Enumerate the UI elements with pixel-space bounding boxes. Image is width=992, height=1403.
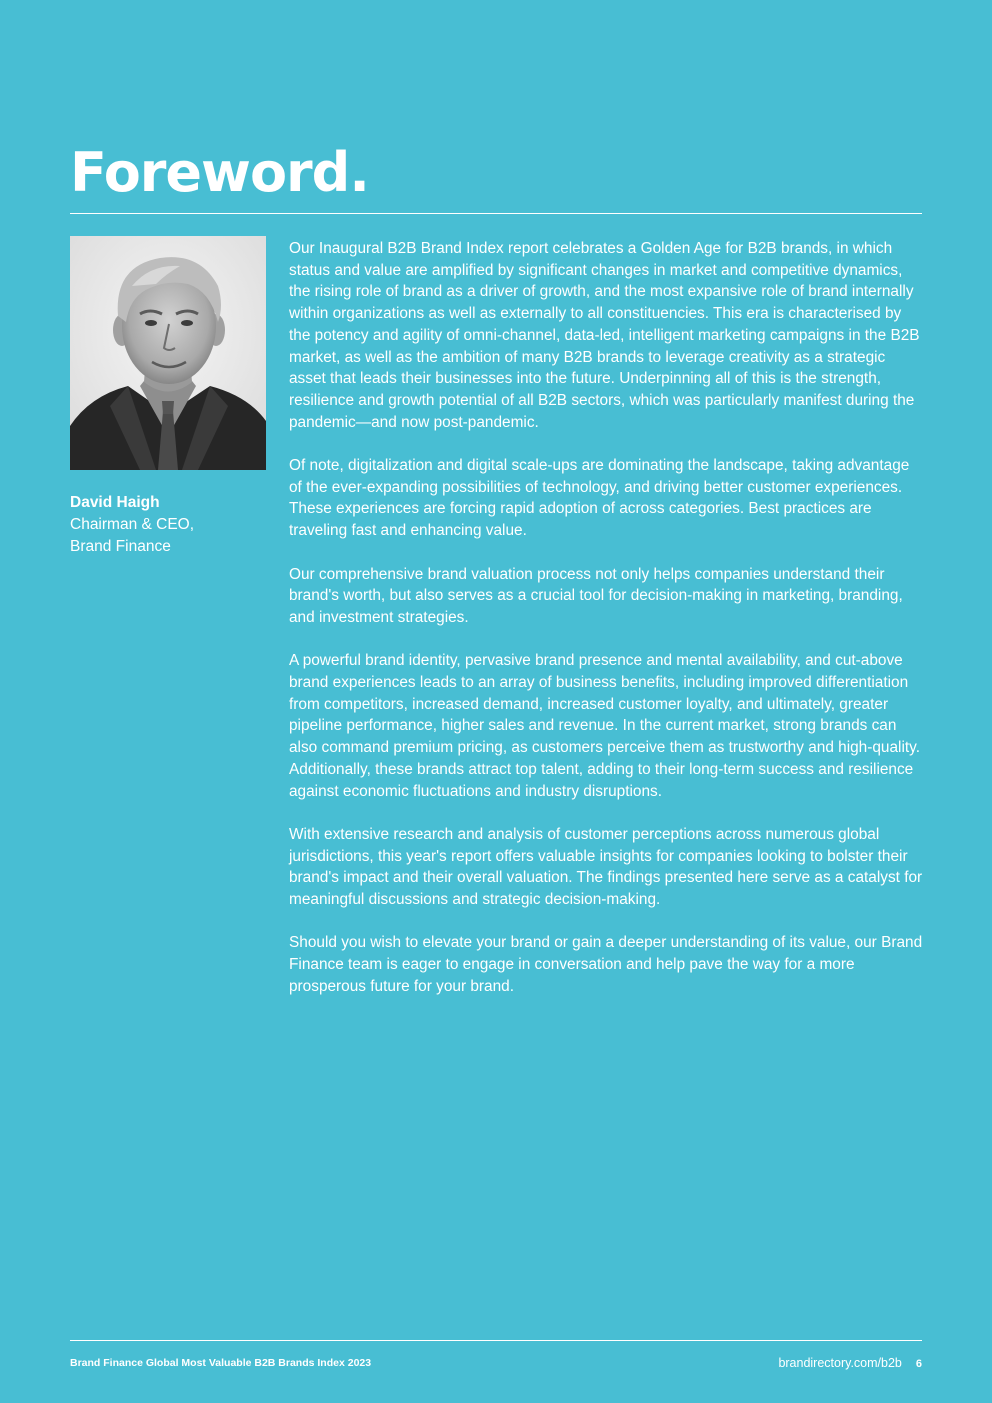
author-caption: [70, 492, 270, 558]
paragraph: Our Inaugural B2B Brand Index report celebrates a Golden Age for B2B brands, in which status and value are amplified by significant changes in market and competitive dynamics, the rising role of brand as a driver of growth, and the most expansive role of brand internally within organizations as well as externally to all constituencies. This era is characterised by the potency and agility of omni-channel, data-led, intelligent marketing campaigns in the B2B market, as well as the ambition of many B2B brands to leverage creativity as a strategic asset that leads their businesses into the future. Underpinning all of this is the strength, resilience and growth potential of all B2B sectors, which was particularly manifest during the pandemic—and now post-pandemic.: [289, 240, 920, 431]
author-name: David Haigh: [70, 494, 160, 511]
page-title: Foreword.: [70, 141, 369, 204]
paragraph: A powerful brand identity, pervasive brand presence and mental availability, and cut-above brand experiences leads to an array of business benefits, including improved differentiation from competitors, increased demand, increased customer loyalty, and ultimately, greater pipeline performance, higher sales and revenue. In the current market, strong brands can also command premium pricing, as customers perceive them as trustworthy and high-quality. Additionally, these brands attract top talent, adding to their long-term success and resilience against economic fluctuations and industry disruptions.: [289, 652, 920, 800]
author-organization: Brand Finance: [70, 538, 171, 555]
footer-divider: [70, 1340, 922, 1341]
paragraph: With extensive research and analysis of customer perceptions across numerous global jurisdictions, this year's report offers valuable insights for companies looking to bolster their brand's impact and their overall valuation. The findings presented here serve as a catalyst for meaningful discussions and strategic decision-making.: [289, 825, 923, 909]
title-divider: [70, 213, 922, 214]
author-role: Chairman & CEO,: [70, 516, 195, 533]
paragraph: Our comprehensive brand valuation process not only helps companies understand their brand's worth, but also serves as a crucial tool for decision-making in marketing, branding, and investment strategies.: [289, 565, 903, 626]
footer-url[interactable]: brandirectory.com/b2b: [778, 1356, 902, 1370]
page-number: 6: [915, 1358, 922, 1370]
footer-report-title: Brand Finance Global Most Valuable B2B Brands Index 2023: [70, 1357, 372, 1369]
author-portrait: [70, 236, 266, 470]
foreword-body: [289, 238, 923, 1019]
paragraph: Of note, digitalization and digital scale-ups are dominating the landscape, taking advantage of the ever-expanding possibilities of technology, and driving better customer experiences. These experiences are forcing rapid adoption of across categories. Best practices are traveling fast and enhancing value.: [289, 457, 910, 540]
paragraph: Should you wish to elevate your brand or gain a deeper understanding of its value, our Brand Finance team is eager to engage in conversation and help pave the way for a more prosperous future for your brand.: [289, 934, 923, 995]
footer-meta: [778, 1355, 922, 1372]
